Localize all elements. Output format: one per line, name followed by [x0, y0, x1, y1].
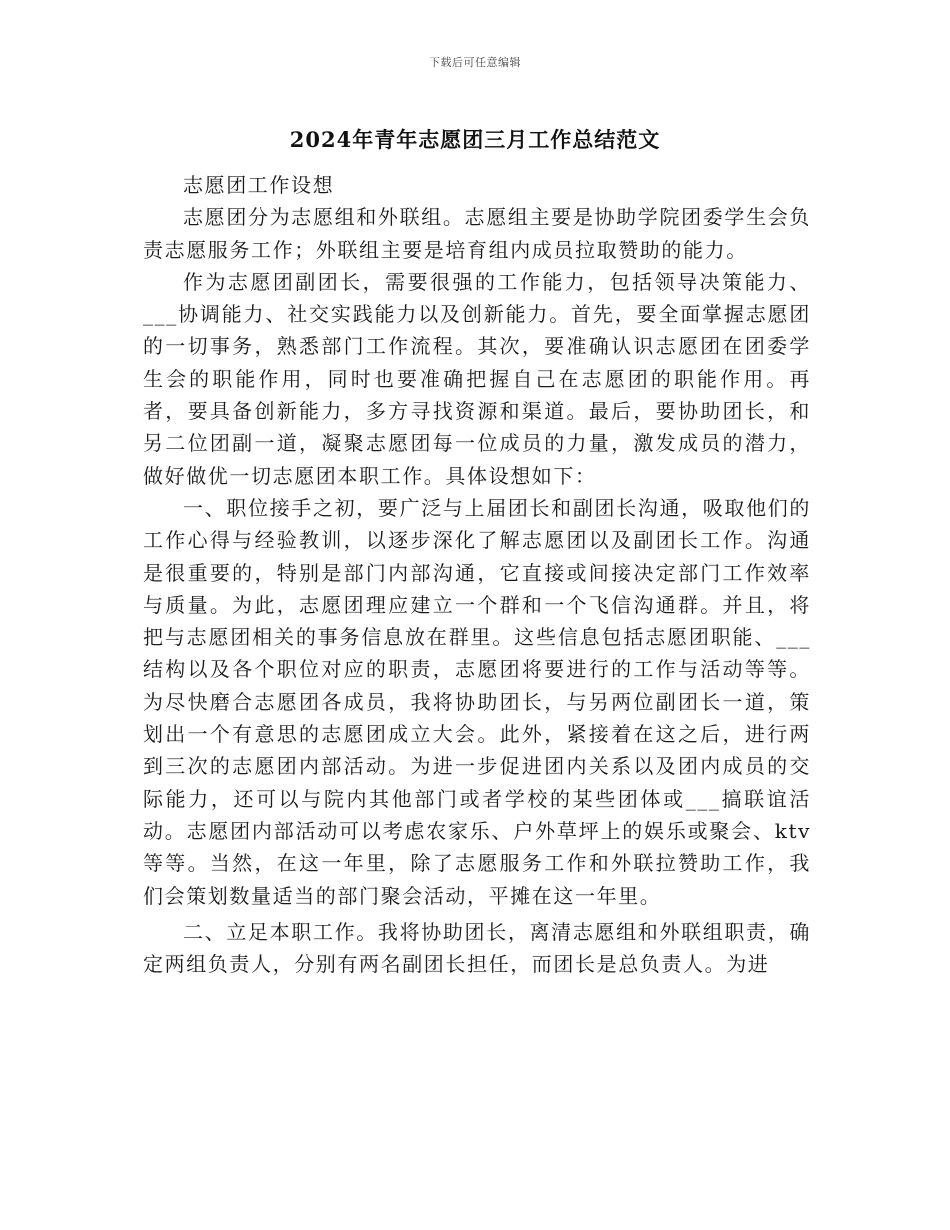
document-body — [143, 169, 811, 980]
paragraph-role: 作为志愿团副团长，需要很强的工作能力，包括领导决策能力、___协调能力、社交实践能力以及创新能力。首先，要全面掌握志愿团的一切事务，熟悉部门工作流程。其次，要准确认识志愿团在团委学生会的职能作用，同时也要准确把握自己在志愿团的职能作用。再者，要具备创新能力，多方寻找资源和渠道。最后，要协助团长，和另二位团副一道，凝聚志愿团每一位成员的力量，激发成员的潜力，做好做优一切志愿团本职工作。具体设想如下： — [143, 269, 811, 488]
paragraph-point-one: 一、职位接手之初，要广泛与上届团长和副团长沟通，吸取他们的工作心得与经验教训，以逐步深化了解志愿团以及副团长工作。沟通是很重要的，特别是部门内部沟通，它直接或间接决定部门工作效率与质量。为此，志愿团理应建立一个群和一个飞信沟通群。并且，将把与志愿团相关的事务信息放在群里。这些信息包括志愿团职能、___结构以及各个职位对应的职责，志愿团将要进行的工作与活动等等。为尽快磨合志愿团各成员，我将协助团长，与另两位副团长一道，策划出一个有意思的志愿团成立大会。此外，紧接着在这之后，进行两到三次的志愿团内部活动。为进一步促进团内关系以及团内成员的交际能力，还可以与院内其他部门或者学校的某些团体或___搞联谊活动。志愿团内部活动可以考虑农家乐、户外草坪上的娱乐或聚会、ktv等等。当然，在这一年里，除了志愿服务工作和外联拉赞助工作，我们会策划数量适当的部门聚会活动，平摊在这一年里。 — [143, 495, 811, 908]
paragraph-point-two: 二、立足本职工作。我将协助团长，离清志愿组和外联组职责，确定两组负责人，分别有两名副团长担任，而团长是总负责人。为进 — [143, 919, 811, 977]
document-title: 2024年青年志愿团三月工作总结范文 — [289, 127, 661, 152]
section-heading: 志愿团工作设想 — [183, 173, 335, 197]
paragraph-intro: 志愿团分为志愿组和外联组。志愿组主要是协助学院团委学生会负责志愿服务工作；外联组主要是培育组内成员拉取赞助的能力。 — [143, 205, 811, 262]
header-note: 下载后可任意编辑 — [429, 56, 521, 69]
